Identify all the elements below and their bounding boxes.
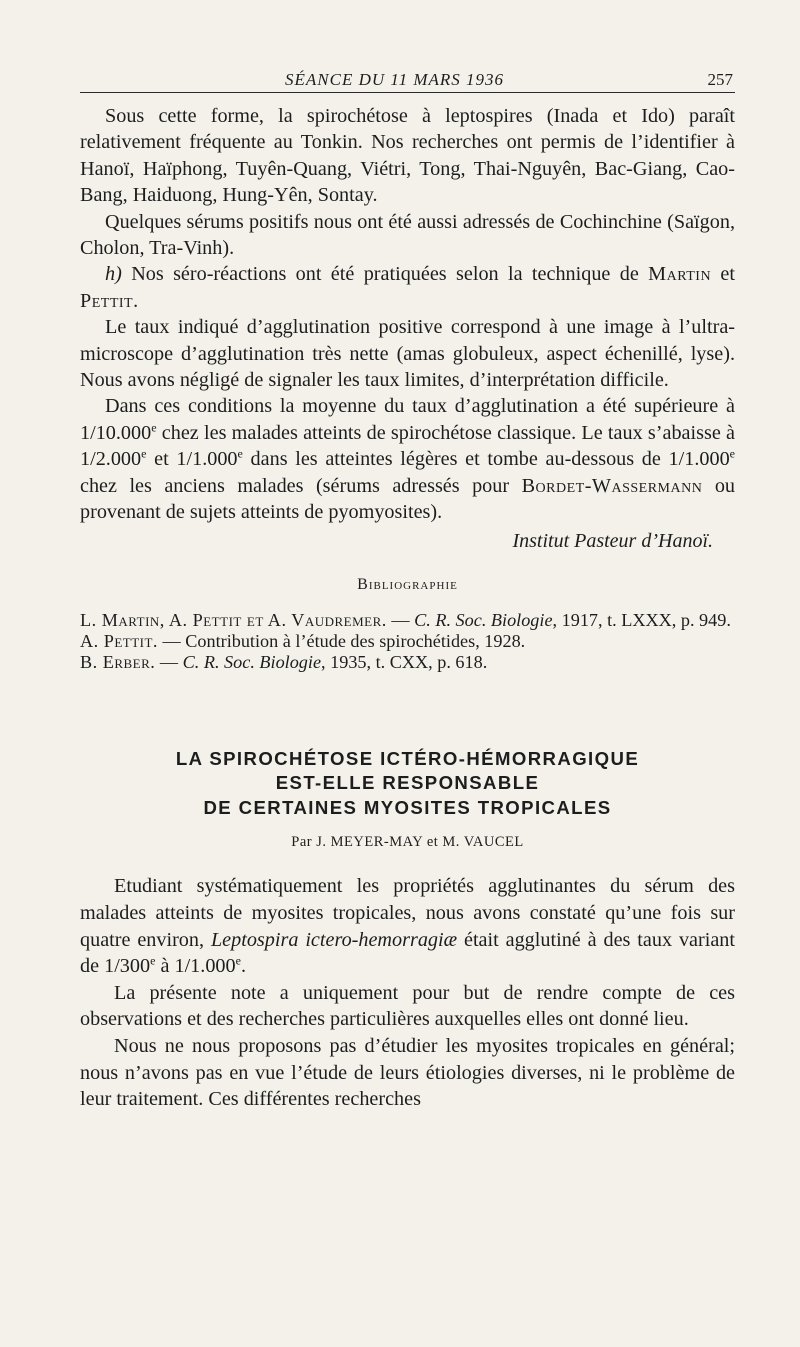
paragraph-text: à 1/1.000 xyxy=(155,955,236,978)
paragraph: Quelques sérums positifs nous ont été aussi adressés de Cochinchine (Saïgon, Cholon, Tra-Vinh). xyxy=(80,210,735,260)
title-line: DE CERTAINES MYOSITES TROPICALES xyxy=(203,796,612,818)
bibliography-list xyxy=(80,610,735,673)
species-name: Leptospira ictero-hemorragiæ xyxy=(210,928,458,951)
paragraph xyxy=(80,261,735,314)
ref-details: Contribution à l’étude des spirochétides, 1928. xyxy=(185,630,526,651)
bibliography-entry xyxy=(80,631,735,652)
paragraph-text: dans les atteintes légères et tombe au-dessous de 1/1.000 xyxy=(242,448,730,471)
author-name: Bordet-Wassermann xyxy=(521,474,703,497)
authors-prefix: Par xyxy=(291,834,317,851)
superscript: e xyxy=(141,446,147,461)
paragraph: Le taux indiqué d’agglutination positive correspond à une image à l’ultra-microscope d’agglutination très nette (amas globuleux, aspect échenillé, lyse). Nous avons négligé de signaler les taux limites, d’interprétation difficile. xyxy=(80,316,735,392)
bibliography-heading: Bibliographie xyxy=(357,575,458,593)
paragraph xyxy=(80,873,735,979)
punctuation: . xyxy=(240,955,246,978)
paragraph-text: chez les anciens malades (sérums adressés pour xyxy=(80,474,522,497)
ref-journal: C. R. Soc. Biologie xyxy=(414,609,553,630)
paragraph: Nous ne nous proposons pas d’étudier les myosites tropicales en général; nous n’avons pas en vue l’étude de leurs étiologies diverses, ni le problème de leur traitement. Ces différentes recherches xyxy=(80,1034,735,1111)
superscript: e xyxy=(150,953,156,968)
paragraph xyxy=(80,393,735,525)
paragraph: La présente note a uniquement pour but de rendre compte de ces observations et des recherches particulières auxquelles elles ont donné lieu. xyxy=(80,981,735,1031)
running-title: SÉANCE DU 11 MARS 1936 xyxy=(285,70,505,89)
article-title xyxy=(80,747,735,821)
ref-dash: — xyxy=(386,609,415,630)
section-marker: h) xyxy=(105,263,122,286)
paragraph: Sous cette forme, la spirochétose à leptospires (Inada et Ido) paraît relativement fréquente au Tonkin. Nos recherches ont permis de l’identifier à Hanoï, Haïphong, Tuyên-Quang, Viétri, Tong, Thai-Nguyên, Bac-Giang, Cao-Bang, Haiduong, Hung-Yên, Sontay. xyxy=(80,105,735,207)
ref-details: , 1917, t. LXXX, p. 949. xyxy=(552,609,731,630)
paragraph-text: Dans ces conditions la moyenne du taux d’agglutination a été supérieure à 1/10.000 xyxy=(80,395,735,444)
author-name: Pettit xyxy=(80,289,134,312)
running-header xyxy=(80,60,735,93)
page-number: 257 xyxy=(707,70,733,89)
paragraph-text: Etudiant systématiquement les propriétés agglutinantes du sérum des malades atteints de myosites tropicales, nous avons constaté qu’une fois sur quatre environ, xyxy=(80,875,735,951)
superscript: e xyxy=(151,420,157,435)
paragraph-text: chez les malades atteints de spirochétose classique. Le taux s’abaisse à 1/2.000 xyxy=(80,421,735,471)
title-line: LA SPIROCHÉTOSE ICTÉRO-HÉMORRAGIQUE xyxy=(175,747,640,769)
second-article-body xyxy=(80,873,735,1112)
punctuation: . xyxy=(133,289,139,312)
ref-dash: — xyxy=(157,630,186,651)
ref-dash: — xyxy=(155,651,183,672)
author-name: Martin xyxy=(648,263,712,286)
article-authors xyxy=(80,834,735,851)
paragraph-text: était agglutiné à des taux variant de 1/300 xyxy=(80,928,735,978)
superscript: e xyxy=(237,446,243,461)
paragraph-text: et 1/1.000 xyxy=(146,448,238,471)
bibliography-entry xyxy=(80,652,735,673)
ref-authors: L. Martin, A. Pettit et A. Vaudremer. xyxy=(80,609,387,630)
institution-signature: Institut Pasteur d’Hanoï. xyxy=(512,529,713,552)
ref-authors: A. Pettit. xyxy=(80,630,158,651)
first-article-body xyxy=(80,103,735,554)
ref-journal: C. R. Soc. Biologie xyxy=(182,651,322,672)
title-line: EST-ELLE RESPONSABLE xyxy=(275,772,540,794)
conjunction: et xyxy=(711,263,735,286)
bibliography-entry xyxy=(80,610,735,631)
superscript: e xyxy=(729,446,735,461)
authors-names: J. MEYER-MAY et M. VAUCEL xyxy=(316,834,524,851)
ref-authors: B. Erber. xyxy=(80,651,156,672)
ref-details: , 1935, t. CXX, p. 618. xyxy=(321,651,488,672)
paragraph-text: Nos séro-réactions ont été pratiquées selon la technique de xyxy=(121,263,649,286)
journal-page xyxy=(80,60,735,1113)
superscript: e xyxy=(235,953,241,968)
paragraph-text: ou provenant de sujets atteints de pyomyosites). xyxy=(80,474,736,524)
